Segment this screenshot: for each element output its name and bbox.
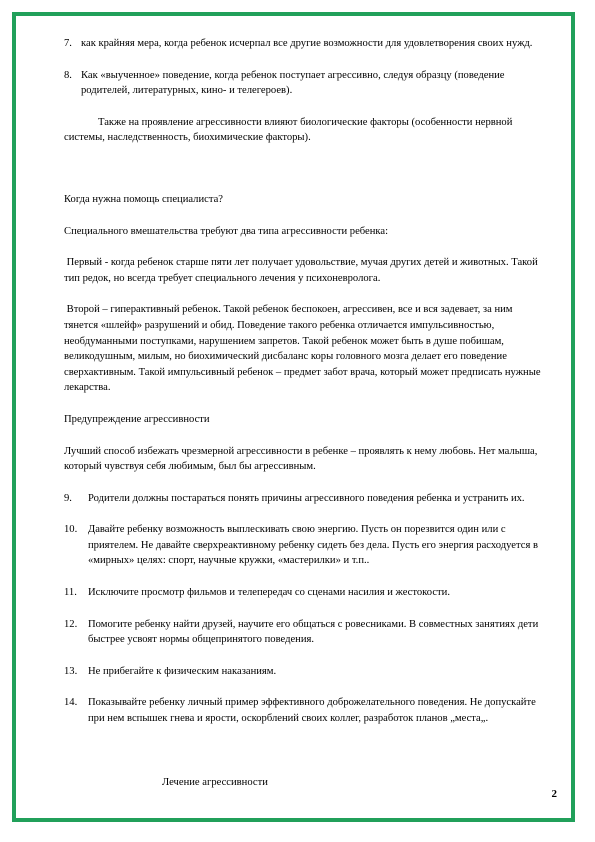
prevention-intro: Лучший способ избежать чрезмерной агрессивности в ребенке – проявлять к нему любовь. Нет малыша, который чувствуя себя любимым, был бы агрессивным. bbox=[64, 445, 538, 473]
list-item-text: Как «выученное» поведение, когда ребенок поступает агрессивно, следуя образцу (поведение родителей, литературных, кино- и телегероев). bbox=[81, 69, 505, 97]
list-item-text: Исключите просмотр фильмов и телепередач со сценами насилия и жестокости. bbox=[88, 587, 450, 599]
specialist-intro: Специального вмешательства требуют два типа агрессивности ребенка: bbox=[64, 225, 389, 237]
list-item bbox=[64, 617, 546, 648]
type-one-paragraph: Первый - когда ребенок старше пяти лет получает удовольствие, мучая других детей и животных. Такой тип редок, но всегда требует специального лечения у психоневролога. bbox=[64, 257, 541, 284]
list-item-number: 7. bbox=[64, 38, 72, 49]
causes-list-continued bbox=[64, 36, 546, 99]
page-number: 2 bbox=[551, 788, 557, 800]
list-item bbox=[64, 36, 546, 52]
list-item bbox=[64, 491, 546, 507]
list-item-text: Показывайте ребенку личный пример эффективного доброжелательного поведения. Не допускайте при нем вспышек гнева и ярости, оскорблений своих коллег, разработок планов „места„. bbox=[88, 697, 536, 725]
list-item-text: как крайняя мера, когда ребенок исчерпал все другие возможности для удовлетворения своих нужд. bbox=[81, 38, 533, 49]
list-item-number: 9. bbox=[64, 492, 72, 504]
list-item bbox=[64, 585, 546, 601]
treatment-heading: Лечение агрессивности bbox=[162, 776, 268, 788]
prevention-list bbox=[64, 491, 546, 727]
list-item-number: 8. bbox=[64, 69, 72, 81]
bio-factors-paragraph: Также на проявление агрессивности влияют биологические факторы (особенности нервной системы, наследственность, биохимические факторы). bbox=[64, 116, 513, 144]
list-item bbox=[64, 68, 546, 99]
list-item bbox=[64, 664, 546, 680]
list-item-number: 11. bbox=[64, 587, 77, 599]
list-item-number: 13. bbox=[64, 665, 78, 677]
specialist-heading: Когда нужна помощь специалиста? bbox=[64, 193, 223, 205]
list-item-text: Родители должны постараться понять причины агрессивного поведения ребенка и устранить их. bbox=[88, 492, 525, 504]
list-item-number: 14. bbox=[64, 697, 78, 709]
list-item-text: Давайте ребенку возможность выплескивать свою энергию. Пусть он порезвится один или с приятелем. Не давайте сверхреактивному ребенку сидеть без дела. Пусть его энергия расходуется в «мирных» целях: спорт, научные кружки, «мастерилки» и т.п.. bbox=[88, 524, 538, 567]
type-two-paragraph: Второй – гиперактивный ребенок. Такой ребенок беспокоен, агрессивен, все и вся задевает, за ним тянется «шлейф» разрушений и обид. Поведение такого ребенка отличается импульсивностью, необдуманными поступками, нарушением запретов. Такой ребенок может быть в душе побишам, великодушным, милым, но биохимический дисбаланс коры головного мозга делает его поведение сверхактивным. Такой импульсивный ребенок – предмет забот врача, который может предписать нужные лекарства. bbox=[64, 304, 544, 394]
list-item-text: Помогите ребенку найти друзей, научите его общаться с ровесниками. В совместных занятиях дети быстрее усвоят нормы общепринятого поведения. bbox=[88, 618, 539, 646]
list-item-number: 10. bbox=[64, 524, 78, 536]
document-page bbox=[64, 36, 546, 790]
list-item bbox=[64, 522, 546, 569]
list-item-text: Не прибегайте к физическим наказаниям. bbox=[88, 665, 277, 677]
prevention-heading: Предупреждение агрессивности bbox=[64, 413, 210, 425]
list-item bbox=[64, 695, 546, 726]
list-item-number: 12. bbox=[64, 618, 78, 630]
